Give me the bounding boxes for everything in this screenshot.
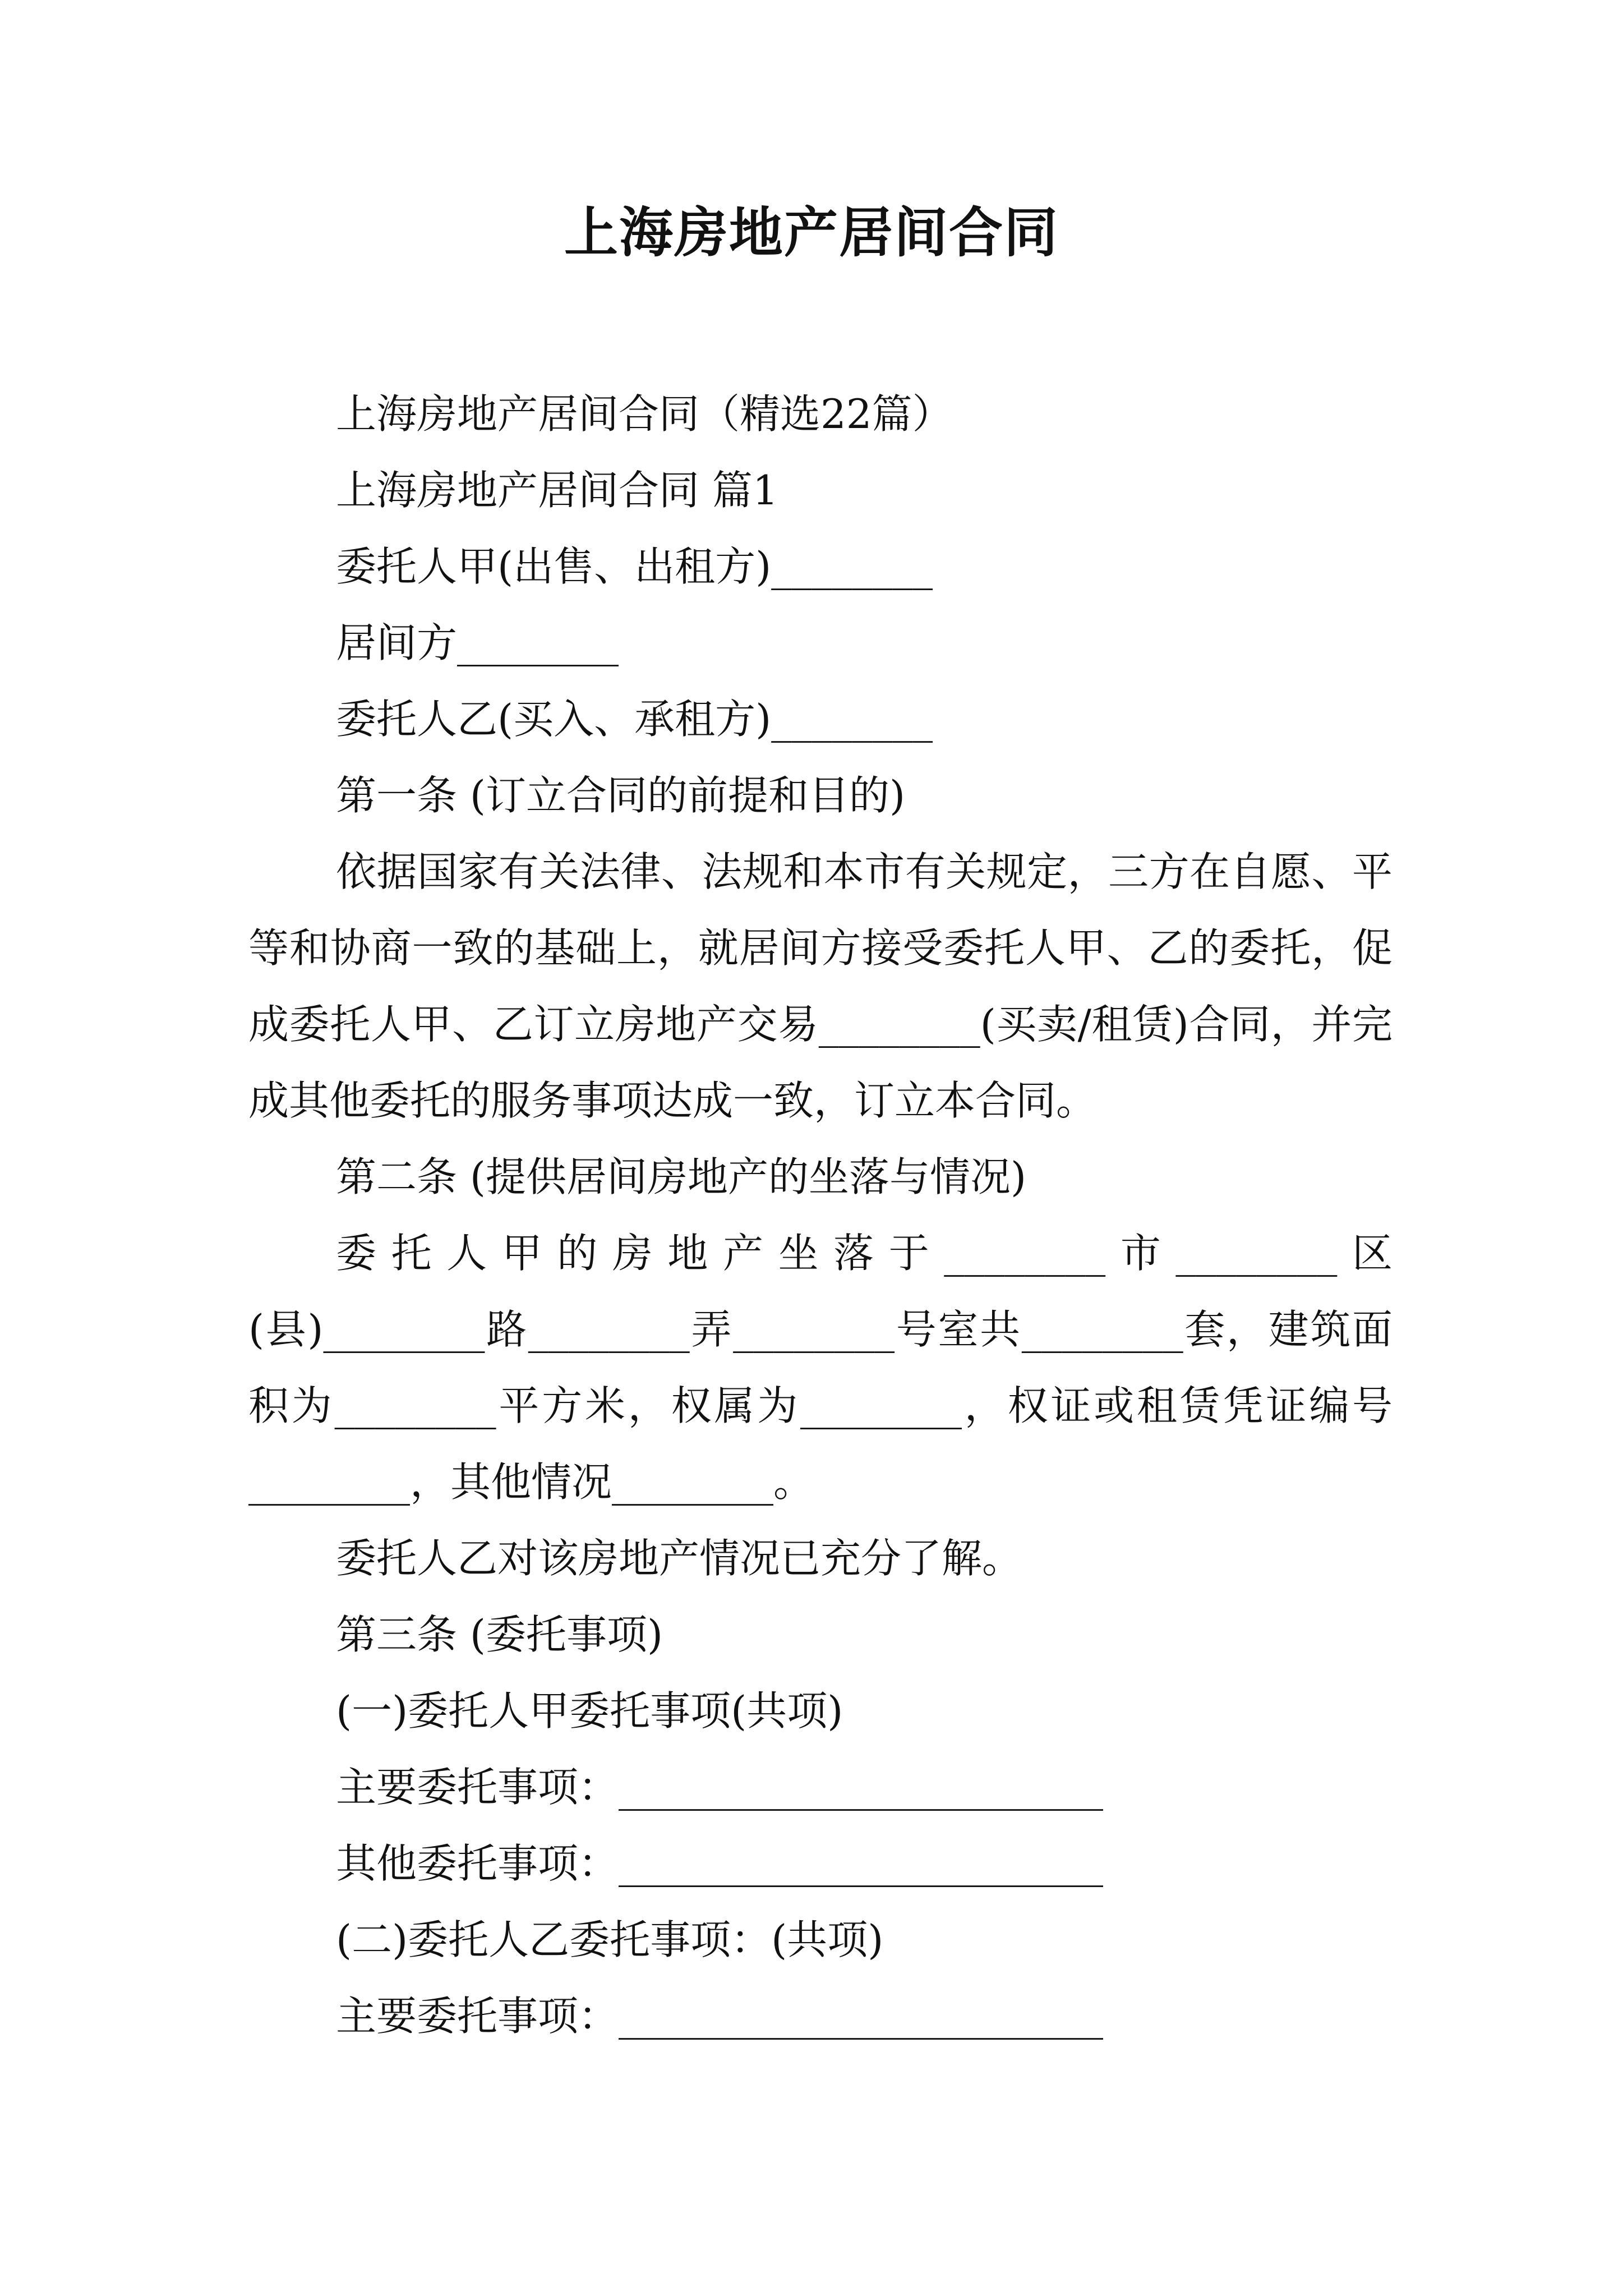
clause-2-body: 委托人甲的房地产坐落于________市________区(县)________路________弄________号室共________套，建筑面积为________平方米，权属为________，权证或租赁凭证编号________，其他情况________。 <box>248 1230 1393 1506</box>
clause-3-heading: 第三条 (委托事项) <box>336 1611 663 1658</box>
paragraph-party-a: 委托人甲(出售、出租方)________ <box>336 543 933 590</box>
paragraph-article-heading: 上海房地产居间合同 篇1 <box>336 467 778 514</box>
clause-1-heading: 第一条 (订立合同的前提和目的) <box>336 772 906 819</box>
paragraph-intermediary: 居间方________ <box>336 619 619 666</box>
clause-3-party-a-main: 主要委托事项：________________________ <box>336 1764 1104 1811</box>
document-title: 上海房地产居间合同 <box>564 201 1059 264</box>
paragraph-collection-title: 上海房地产居间合同（精选22篇） <box>336 390 953 438</box>
clause-1-body: 依据国家有关法律、法规和本市有关规定，三方在自愿、平等和协商一致的基础上，就居间方接受委托人甲、乙的委托，促成委托人甲、乙订立房地产交易________(买卖/租赁)合同，并完成其他委托的服务事项达成一致，订立本合同。 <box>248 848 1393 1124</box>
clause-3-party-a-heading: (一)委托人甲委托事项(共项) <box>336 1687 843 1734</box>
paragraph-party-b: 委托人乙(买入、承租方)________ <box>336 696 933 743</box>
clause-2-note: 委托人乙对该房地产情况已充分了解。 <box>336 1535 1023 1582</box>
clause-3-party-b-main: 主要委托事项：________________________ <box>336 1993 1104 2040</box>
clause-3-party-a-other: 其他委托事项：________________________ <box>336 1840 1104 1887</box>
clause-2-heading: 第二条 (提供居间房地产的坐落与情况) <box>336 1153 1027 1200</box>
document-body <box>248 376 1393 2054</box>
clause-3-party-b-heading: (二)委托人乙委托事项：(共项) <box>336 1916 884 1963</box>
